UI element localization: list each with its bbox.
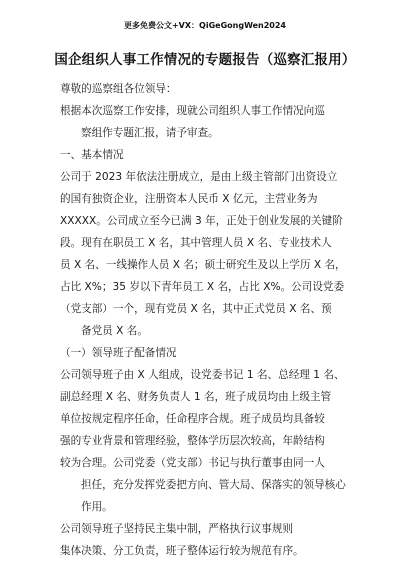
paragraph-line: 段。现有在职员工 X 名，其中管理人员 X 名、专业技术人 xyxy=(60,237,332,249)
paragraph-line: 副总经理 X 名、财务负责人 1 名，班子成员均由上级主管 xyxy=(60,391,332,403)
document-title: 国企组织人事工作情况的专题报告（巡察汇报用） xyxy=(54,53,356,68)
paragraph-line: 备党员 X 名。 xyxy=(81,325,148,337)
paragraph-line: 作用。 xyxy=(81,501,113,513)
salutation: 尊敬的巡察组各位领导： xyxy=(60,83,177,95)
document-body xyxy=(60,78,366,562)
paragraph-line: 公司于 2023 年依法注册成立，是由上级主管部门出资设立 xyxy=(60,171,338,183)
paragraph-line: XXXXX。公司成立至今已满 3 年，正处于创业发展的关键阶 xyxy=(60,215,343,227)
paragraph-line: 较为合理。公司党委（党支部）书记与执行董事由同一人 xyxy=(60,457,325,469)
section-heading: 一、基本情况 xyxy=(60,149,124,161)
paragraph-line: 的国有独资企业，注册资本人民币 X 亿元，主营业务为 xyxy=(60,193,318,205)
paragraph-line: 占比 X%；35 岁以下青年员工 X 名，占比 X%。公司设党委 xyxy=(60,281,345,293)
intro-line: 根据本次巡察工作安排，现就公司组织人事工作情况向巡 xyxy=(60,105,325,117)
paragraph-line: （党支部）一个，现有党员 X 名，其中正式党员 X 名、预 xyxy=(60,303,332,315)
intro-line: 察组作专题汇报，请予审查。 xyxy=(81,127,219,139)
paragraph-line: 员 X 名、一线操作人员 X 名；硕士研究生及以上学历 X 名， xyxy=(60,259,346,271)
paragraph-line: 单位按规定程序任命，任命程序合规。班子成员均具备较 xyxy=(60,413,325,425)
paragraph-line: 强的专业背景和管理经验，整体学历层次较高，年龄结构 xyxy=(60,435,325,447)
paragraph-line: 集体决策、分工负责，班子整体运行较为规范有序。 xyxy=(60,545,304,557)
header-banner: 更多免费公文+VX：QiGeGongWen2024 xyxy=(123,21,286,30)
subsection-heading: （一）领导班子配备情况 xyxy=(60,347,177,359)
paragraph-line: 公司领导班子坚持民主集中制，严格执行议事规则 xyxy=(60,523,294,535)
paragraph-line: 担任，充分发挥党委把方向、管大局、保落实的领导核心 xyxy=(81,479,346,491)
paragraph-line: 公司领导班子由 X 人组成，设党委书记 1 名、总经理 1 名、 xyxy=(60,369,345,381)
